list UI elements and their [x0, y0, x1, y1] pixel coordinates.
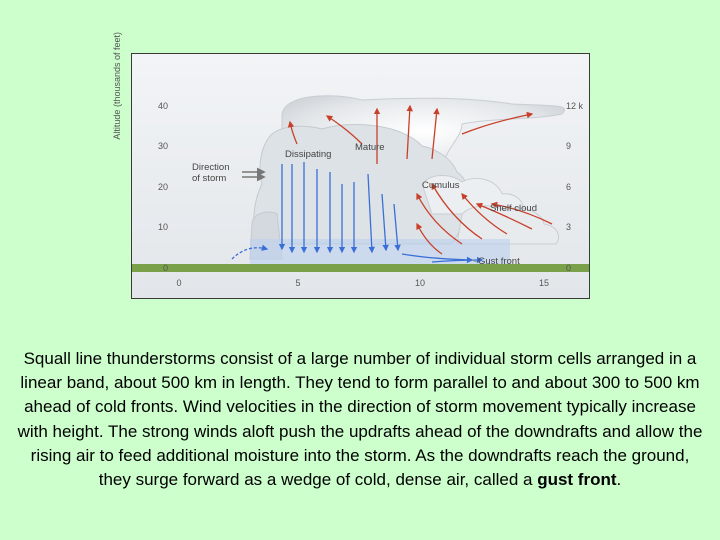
left-tick-0: 0 — [162, 263, 168, 273]
diagram-canvas — [112, 32, 589, 298]
caption-paragraph — [16, 347, 704, 492]
caption-bold-term: gust front — [537, 470, 617, 490]
right-tick-9: 9 — [566, 141, 572, 151]
x-tick-15: 15 — [538, 278, 550, 288]
right-tick-0: 0 — [566, 263, 572, 273]
caption-text: Squall line thunderstorms consist of a large number of individual storm cells arranged in a linear band, about 500 km in length. They tend to form parallel to and about 300 to 500 km ahead of cold fronts. Wind velocities in the direction of storm movement typically increase with height. The strong winds aloft push the updrafts ahead of the downdrafts and allow the rising air to feed additional moisture into the storm. As the downdrafts reach the ground, they surge forward as a wedge of cold, dense air, called a — [17, 349, 703, 490]
label-dissipating: Dissipating — [285, 149, 332, 160]
label-shelf-cloud: Shelf cloud — [490, 203, 538, 214]
ground-strip — [132, 264, 589, 272]
label-direction-line1: Direction — [192, 162, 230, 173]
label-cumulus: Cumulus — [422, 180, 460, 191]
label-mature: Mature — [355, 142, 385, 153]
left-tick-40: 40 — [157, 101, 168, 111]
x-tick-0: 0 — [176, 278, 182, 288]
label-gust-front: Gust front — [478, 256, 520, 267]
left-tick-20: 20 — [157, 182, 168, 192]
squall-line-diagram — [112, 32, 590, 299]
x-tick-5: 5 — [295, 278, 301, 288]
caption-end: . — [616, 470, 622, 490]
left-tick-10: 10 — [157, 222, 168, 232]
left-tick-30: 30 — [157, 141, 168, 151]
right-tick-3: 3 — [566, 222, 572, 232]
left-axis-label: Altitude (thousands of feet) — [112, 32, 122, 140]
right-tick-6: 6 — [566, 182, 572, 192]
right-tick-12k: 12 k — [566, 101, 584, 111]
label-direction-line2: of storm — [192, 173, 227, 184]
x-tick-10: 10 — [414, 278, 426, 288]
